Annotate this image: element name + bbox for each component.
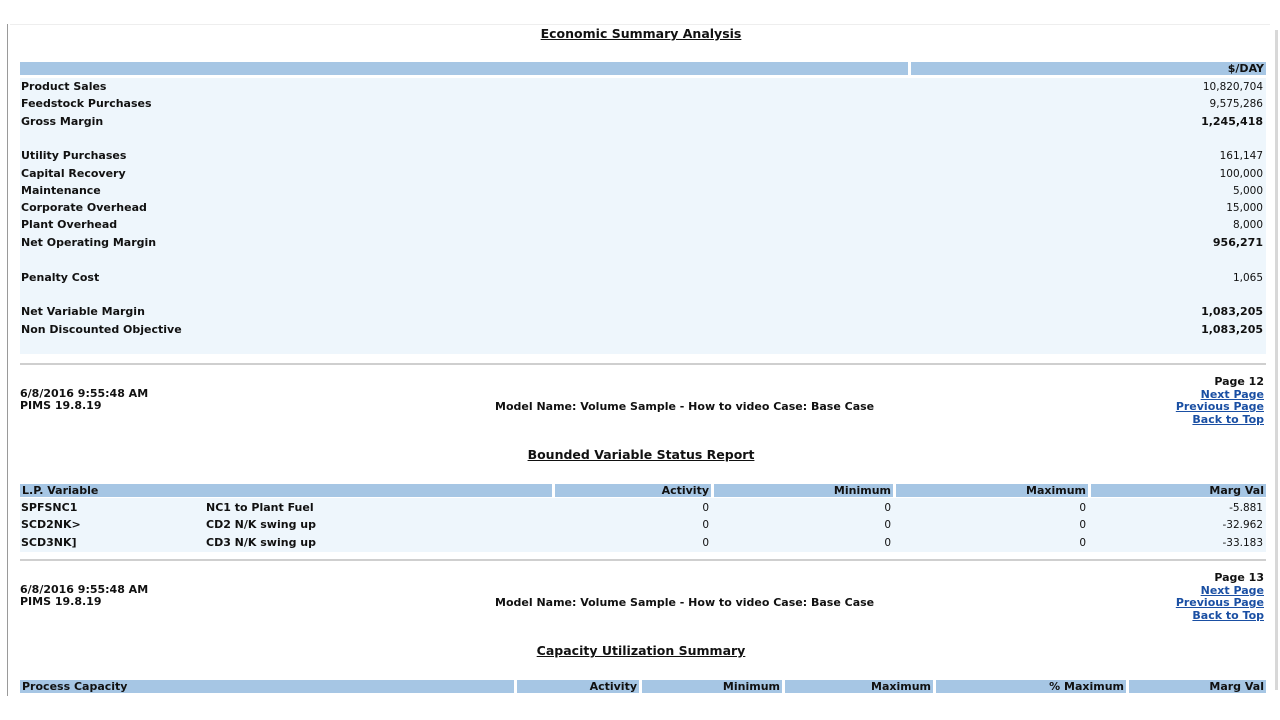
marg-val-value: -32.962 (1222, 519, 1263, 531)
header-minimum: Minimum (714, 484, 893, 497)
summary-row-value: 100,000 (1219, 168, 1263, 180)
previous-page-link[interactable]: Previous Page (1175, 596, 1264, 609)
bounded-variable-title: Bounded Variable Status Report (527, 447, 755, 462)
page-number: Page 12 (1214, 375, 1264, 388)
activity-value: 0 (702, 519, 709, 531)
summary-row-value: 9,575,286 (1209, 98, 1263, 110)
summary-row-value: 5,000 (1232, 185, 1263, 197)
summary-row-label: Non Discounted Objective (21, 323, 182, 336)
back-to-top-link[interactable]: Back to Top (1192, 412, 1264, 426)
model-case-label: Model Name: Volume Sample - How to video Case: Base Case (495, 596, 875, 609)
summary-row-label: Feedstock Purchases (21, 97, 152, 110)
summary-row-label: Maintenance (21, 184, 101, 197)
header-minimum: Minimum (642, 680, 782, 693)
summary-row-label: Plant Overhead (21, 218, 118, 231)
lp-variable-code: SCD2NK> (21, 518, 81, 531)
header-maximum: Maximum (896, 484, 1088, 497)
header-process-capacity: Process Capacity (20, 680, 514, 693)
report-timestamp: 6/8/2016 9:55:48 AM (20, 583, 149, 596)
summary-row-value: 15,000 (1226, 202, 1263, 214)
maximum-value: 0 (1079, 537, 1086, 549)
activity-value: 0 (702, 502, 709, 514)
summary-row-label: Net Variable Margin (21, 305, 145, 318)
next-page-link[interactable]: Next Page (1200, 387, 1264, 401)
summary-row-label: Product Sales (21, 80, 107, 93)
header-activity: Activity (555, 484, 711, 497)
summary-row-value: 1,245,418 (1201, 115, 1263, 128)
maximum-value: 0 (1079, 502, 1086, 514)
pims-version: PIMS 19.8.19 (20, 399, 102, 412)
summary-row-value: 1,083,205 (1201, 323, 1263, 336)
summary-row-label: Net Operating Margin (21, 236, 157, 249)
economic-summary-header-label-cell (20, 62, 908, 75)
header-lp-variable: L.P. Variable (20, 484, 552, 497)
back-to-top-link[interactable]: Back to Top (1192, 608, 1264, 622)
model-case-label: Model Name: Volume Sample - How to video Case: Base Case (495, 400, 875, 413)
economic-summary-header-value: $/DAY (911, 62, 1266, 75)
header-marg-val: Marg Val (1091, 484, 1266, 497)
minimum-value: 0 (884, 502, 891, 514)
previous-page-link[interactable]: Previous Page (1175, 400, 1264, 413)
header-marg-val: Marg Val (1129, 680, 1266, 693)
summary-row-label: Capital Recovery (21, 167, 126, 180)
top-border (10, 24, 1270, 25)
next-page-link[interactable]: Next Page (1200, 583, 1264, 597)
minimum-value: 0 (884, 537, 891, 549)
header-percent-maximum: % Maximum (936, 680, 1126, 693)
economic-summary-title: Economic Summary Analysis (540, 26, 742, 41)
report-footer-info (20, 388, 148, 412)
report-timestamp: 6/8/2016 9:55:48 AM (20, 387, 149, 400)
page-navigation (1176, 572, 1264, 622)
maximum-value: 0 (1079, 519, 1086, 531)
summary-row-value: 1,065 (1232, 272, 1263, 284)
summary-row-label: Gross Margin (21, 115, 104, 128)
summary-row-value: 161,147 (1219, 150, 1263, 162)
lp-variable-description: CD3 N/K swing up (206, 536, 316, 549)
lp-variable-code: SPFSNC1 (21, 501, 78, 514)
summary-row-value: 1,083,205 (1201, 305, 1263, 318)
summary-row-label: Penalty Cost (21, 271, 100, 284)
page-number: Page 13 (1214, 571, 1264, 584)
page-navigation (1176, 376, 1264, 426)
marg-val-value: -33.183 (1222, 537, 1263, 549)
left-border (7, 24, 8, 696)
activity-value: 0 (702, 537, 709, 549)
summary-row-value: 8,000 (1232, 219, 1263, 231)
header-activity: Activity (517, 680, 639, 693)
report-footer-info (20, 584, 148, 608)
summary-row-value: 956,271 (1212, 236, 1263, 249)
capacity-utilization-title: Capacity Utilization Summary (536, 643, 746, 658)
section-divider (20, 363, 1266, 365)
lp-variable-description: CD2 N/K swing up (206, 518, 316, 531)
summary-row-label: Utility Purchases (21, 149, 127, 162)
economic-summary-table (20, 78, 1266, 354)
lp-variable-code: SCD3NK] (21, 536, 77, 549)
pims-version: PIMS 19.8.19 (20, 595, 102, 608)
section-divider (20, 559, 1266, 561)
header-maximum: Maximum (785, 680, 933, 693)
minimum-value: 0 (884, 519, 891, 531)
summary-row-value: 10,820,704 (1202, 81, 1263, 93)
marg-val-value: -5.881 (1229, 502, 1263, 514)
summary-row-label: Corporate Overhead (21, 201, 147, 214)
lp-variable-description: NC1 to Plant Fuel (206, 501, 314, 514)
scrollbar-track[interactable] (1275, 30, 1278, 690)
